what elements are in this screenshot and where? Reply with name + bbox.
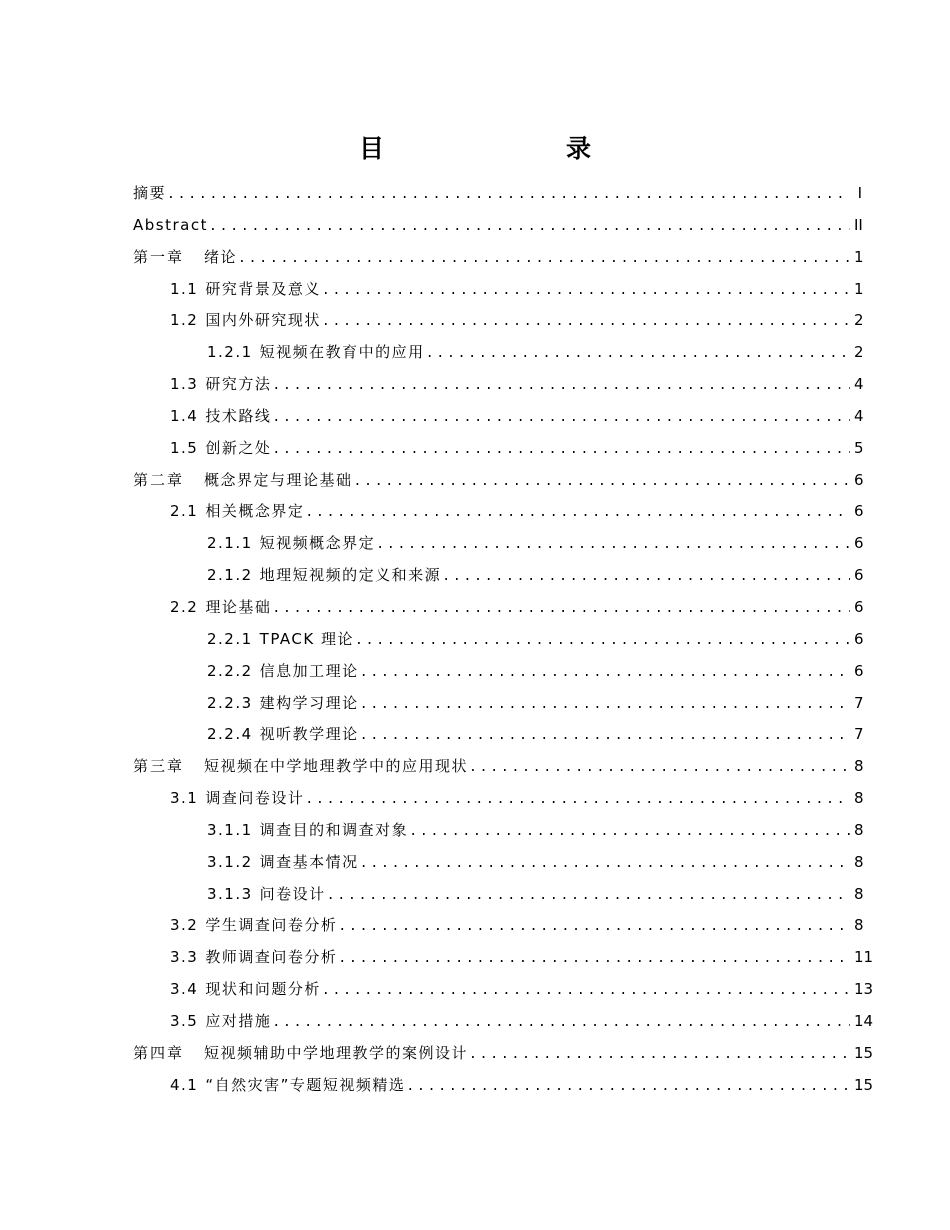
dot-leader	[322, 275, 850, 307]
toc-entry[interactable]	[133, 401, 862, 433]
toc-entry-page-number: I	[857, 184, 862, 202]
dot-leader	[360, 689, 850, 721]
dot-leader	[209, 211, 850, 243]
dot-leader	[322, 306, 850, 338]
toc-entry[interactable]	[133, 751, 862, 783]
toc-entry-title: 理论基础	[205, 597, 272, 616]
dot-leader	[167, 179, 850, 211]
toc-entry-number: 3.1.3	[207, 884, 253, 903]
toc-entry-page-number: II	[854, 215, 863, 234]
toc-entry-title: 信息加工理论	[259, 661, 359, 680]
toc-entry-title: 调查基本情况	[259, 852, 359, 871]
toc-entry-title: TPACK 理论	[259, 629, 354, 648]
toc-entry-number: 3.3	[170, 948, 199, 967]
toc-entry[interactable]	[133, 879, 862, 911]
toc-entry-page-number: 15	[854, 1043, 874, 1062]
toc-entry[interactable]	[133, 815, 862, 847]
toc-entry-number: 3.1.1	[207, 820, 253, 839]
toc-entry-page-number: 5	[854, 438, 864, 457]
dot-leader	[238, 243, 850, 275]
toc-entry-number: 4.1	[170, 1075, 199, 1094]
toc-entry-title: Abstract	[133, 215, 208, 234]
dot-leader	[469, 752, 850, 784]
toc-entry-page-number: 15	[854, 1075, 874, 1094]
toc-entry-page-number: 7	[854, 725, 864, 744]
toc-entry-page-number: 6	[854, 534, 864, 553]
dot-leader	[322, 975, 850, 1007]
toc-entry-page-number: 2	[854, 311, 864, 330]
toc-entry[interactable]	[133, 178, 862, 210]
dot-leader	[406, 1071, 850, 1103]
toc-entry-number: 2.2.2	[207, 661, 253, 680]
toc-entry-page-number: 6	[854, 470, 864, 489]
toc-entry-page-number: 2	[854, 343, 864, 362]
dot-leader	[426, 338, 850, 370]
toc-entry-title: 短视频概念界定	[259, 534, 376, 553]
toc-entry-title: 国内外研究现状	[205, 311, 321, 330]
toc-entry-number: 2.1.2	[207, 566, 253, 585]
toc-entry-number: 第四章	[133, 1043, 185, 1062]
toc-entry[interactable]	[133, 337, 862, 369]
toc-entry-page-number: 8	[854, 789, 864, 808]
toc-entry-number: 第一章	[133, 247, 185, 266]
toc-entry-title: 概念界定与理论基础	[204, 470, 353, 489]
toc-entry-title: “自然灾害”专题短视频精选	[205, 1075, 406, 1094]
toc-entry-number: 第二章	[133, 470, 185, 489]
toc-entry-title: 问卷设计	[259, 884, 326, 903]
toc-entry-page-number: 7	[854, 693, 864, 712]
toc-entry-title: 调查问卷设计	[205, 789, 305, 808]
toc-entry[interactable]	[133, 242, 862, 274]
toc-entry-number: 3.4	[170, 980, 199, 999]
toc-entry-number: 3.2	[170, 916, 199, 935]
toc-entry[interactable]	[133, 305, 862, 337]
toc-entry[interactable]	[133, 528, 862, 560]
toc-entry[interactable]	[133, 433, 862, 465]
toc-entry-title: 地理短视频的定义和来源	[259, 566, 442, 585]
toc-entry-number: 1.2.1	[207, 343, 253, 362]
toc-entry-number: 3.1	[170, 789, 199, 808]
toc-entry-number: 第三章	[133, 757, 185, 776]
toc-entry-number: 1.2	[170, 311, 199, 330]
toc-entry-page-number: 8	[854, 884, 864, 903]
toc-entry-title: 教师调查问卷分析	[205, 948, 338, 967]
toc-entry-title: 现状和问题分析	[205, 980, 321, 999]
toc-entry[interactable]	[133, 465, 862, 497]
dot-leader	[338, 911, 850, 943]
toc-entry-title: 技术路线	[205, 406, 272, 425]
dot-leader	[360, 720, 850, 752]
toc-entry-page-number: 8	[854, 916, 864, 935]
toc-entry-title: 短视频辅助中学地理教学的案例设计	[204, 1043, 469, 1062]
toc-entry-number: 2.1	[170, 502, 199, 521]
toc-entry[interactable]	[133, 560, 862, 592]
toc-entry[interactable]	[133, 688, 862, 720]
toc-entry[interactable]	[133, 1070, 874, 1102]
toc-entry-title: 学生调查问卷分析	[205, 916, 338, 935]
dot-leader	[305, 784, 850, 816]
toc-entry-page-number: 8	[854, 757, 864, 776]
toc-entry[interactable]	[133, 1038, 874, 1070]
toc-entry[interactable]	[133, 369, 862, 401]
toc-entry-title: 摘要	[133, 184, 167, 202]
toc-entry[interactable]	[133, 719, 862, 751]
toc-entry-title: 研究背景及意义	[205, 279, 321, 298]
toc-entry-number: 1.5	[170, 438, 199, 457]
toc-entry[interactable]	[133, 656, 862, 688]
toc-entry[interactable]	[133, 210, 862, 242]
toc-entry-page-number: 4	[854, 375, 864, 394]
toc-entry-page-number: 11	[854, 948, 874, 967]
toc-entry-page-number: 8	[854, 820, 864, 839]
toc-entry-number: 1.3	[170, 375, 199, 394]
toc-entry-page-number: 6	[854, 566, 864, 585]
toc-entry[interactable]	[133, 592, 862, 624]
toc-entry-number: 1.4	[170, 406, 199, 425]
dot-leader	[360, 657, 850, 689]
toc-entry[interactable]	[133, 624, 862, 656]
toc-entry-page-number: 1	[854, 279, 864, 298]
toc-entry-page-number: 14	[854, 1011, 874, 1030]
toc-entry[interactable]	[133, 910, 862, 942]
toc-entry-page-number: 13	[854, 980, 874, 999]
toc-entry-title: 视听教学理论	[259, 725, 359, 744]
toc-entry-number: 3.1.2	[207, 852, 253, 871]
dot-leader	[272, 593, 850, 625]
dot-leader	[272, 370, 850, 402]
toc-entry-title: 建构学习理论	[259, 693, 359, 712]
toc-entry-title: 应对措施	[205, 1011, 272, 1030]
toc-entry[interactable]	[133, 1006, 874, 1038]
toc-entry-page-number: 6	[854, 502, 864, 521]
dot-leader	[376, 529, 850, 561]
dot-leader	[338, 943, 850, 975]
toc-entry-title: 创新之处	[205, 438, 272, 457]
dot-leader	[272, 434, 850, 466]
dot-leader	[355, 625, 850, 657]
toc-entry[interactable]	[133, 847, 862, 879]
toc-entry[interactable]	[133, 783, 862, 815]
toc-entry-title: 研究方法	[205, 375, 272, 394]
toc-entry-page-number: 4	[854, 406, 864, 425]
dot-leader	[305, 497, 850, 529]
dot-leader	[442, 561, 850, 593]
toc-entry-page-number: 1	[854, 247, 864, 266]
table-of-contents	[133, 178, 874, 1101]
toc-entry-title: 短视频在中学地理教学中的应用现状	[204, 757, 469, 776]
page-title: 目 录	[358, 134, 635, 163]
dot-leader	[272, 402, 850, 434]
dot-leader	[409, 816, 850, 848]
toc-entry-number: 2.2	[170, 597, 199, 616]
toc-entry-page-number: 6	[854, 661, 864, 680]
toc-entry-title: 绪论	[204, 247, 238, 266]
dot-leader	[272, 1007, 850, 1039]
toc-entry-number: 2.2.4	[207, 725, 253, 744]
dot-leader	[327, 880, 850, 912]
toc-entry-number: 2.1.1	[207, 534, 253, 553]
dot-leader	[354, 466, 850, 498]
toc-entry[interactable]	[133, 942, 874, 974]
toc-entry-page-number: 6	[854, 597, 864, 616]
toc-entry-page-number: 8	[854, 852, 864, 871]
toc-entry-page-number: 6	[854, 629, 864, 648]
toc-entry[interactable]	[133, 496, 862, 528]
dot-leader	[360, 848, 850, 880]
toc-entry[interactable]	[133, 274, 862, 306]
toc-entry-number: 2.2.1	[207, 629, 253, 648]
toc-entry-number: 2.2.3	[207, 693, 253, 712]
toc-entry-title: 短视频在教育中的应用	[259, 343, 425, 362]
toc-entry-title: 调查目的和调查对象	[259, 820, 409, 839]
toc-entry-title: 相关概念界定	[205, 502, 305, 521]
toc-entry-number: 3.5	[170, 1011, 199, 1030]
toc-entry[interactable]	[133, 974, 874, 1006]
toc-entry-number: 1.1	[170, 279, 199, 298]
dot-leader	[469, 1039, 850, 1071]
